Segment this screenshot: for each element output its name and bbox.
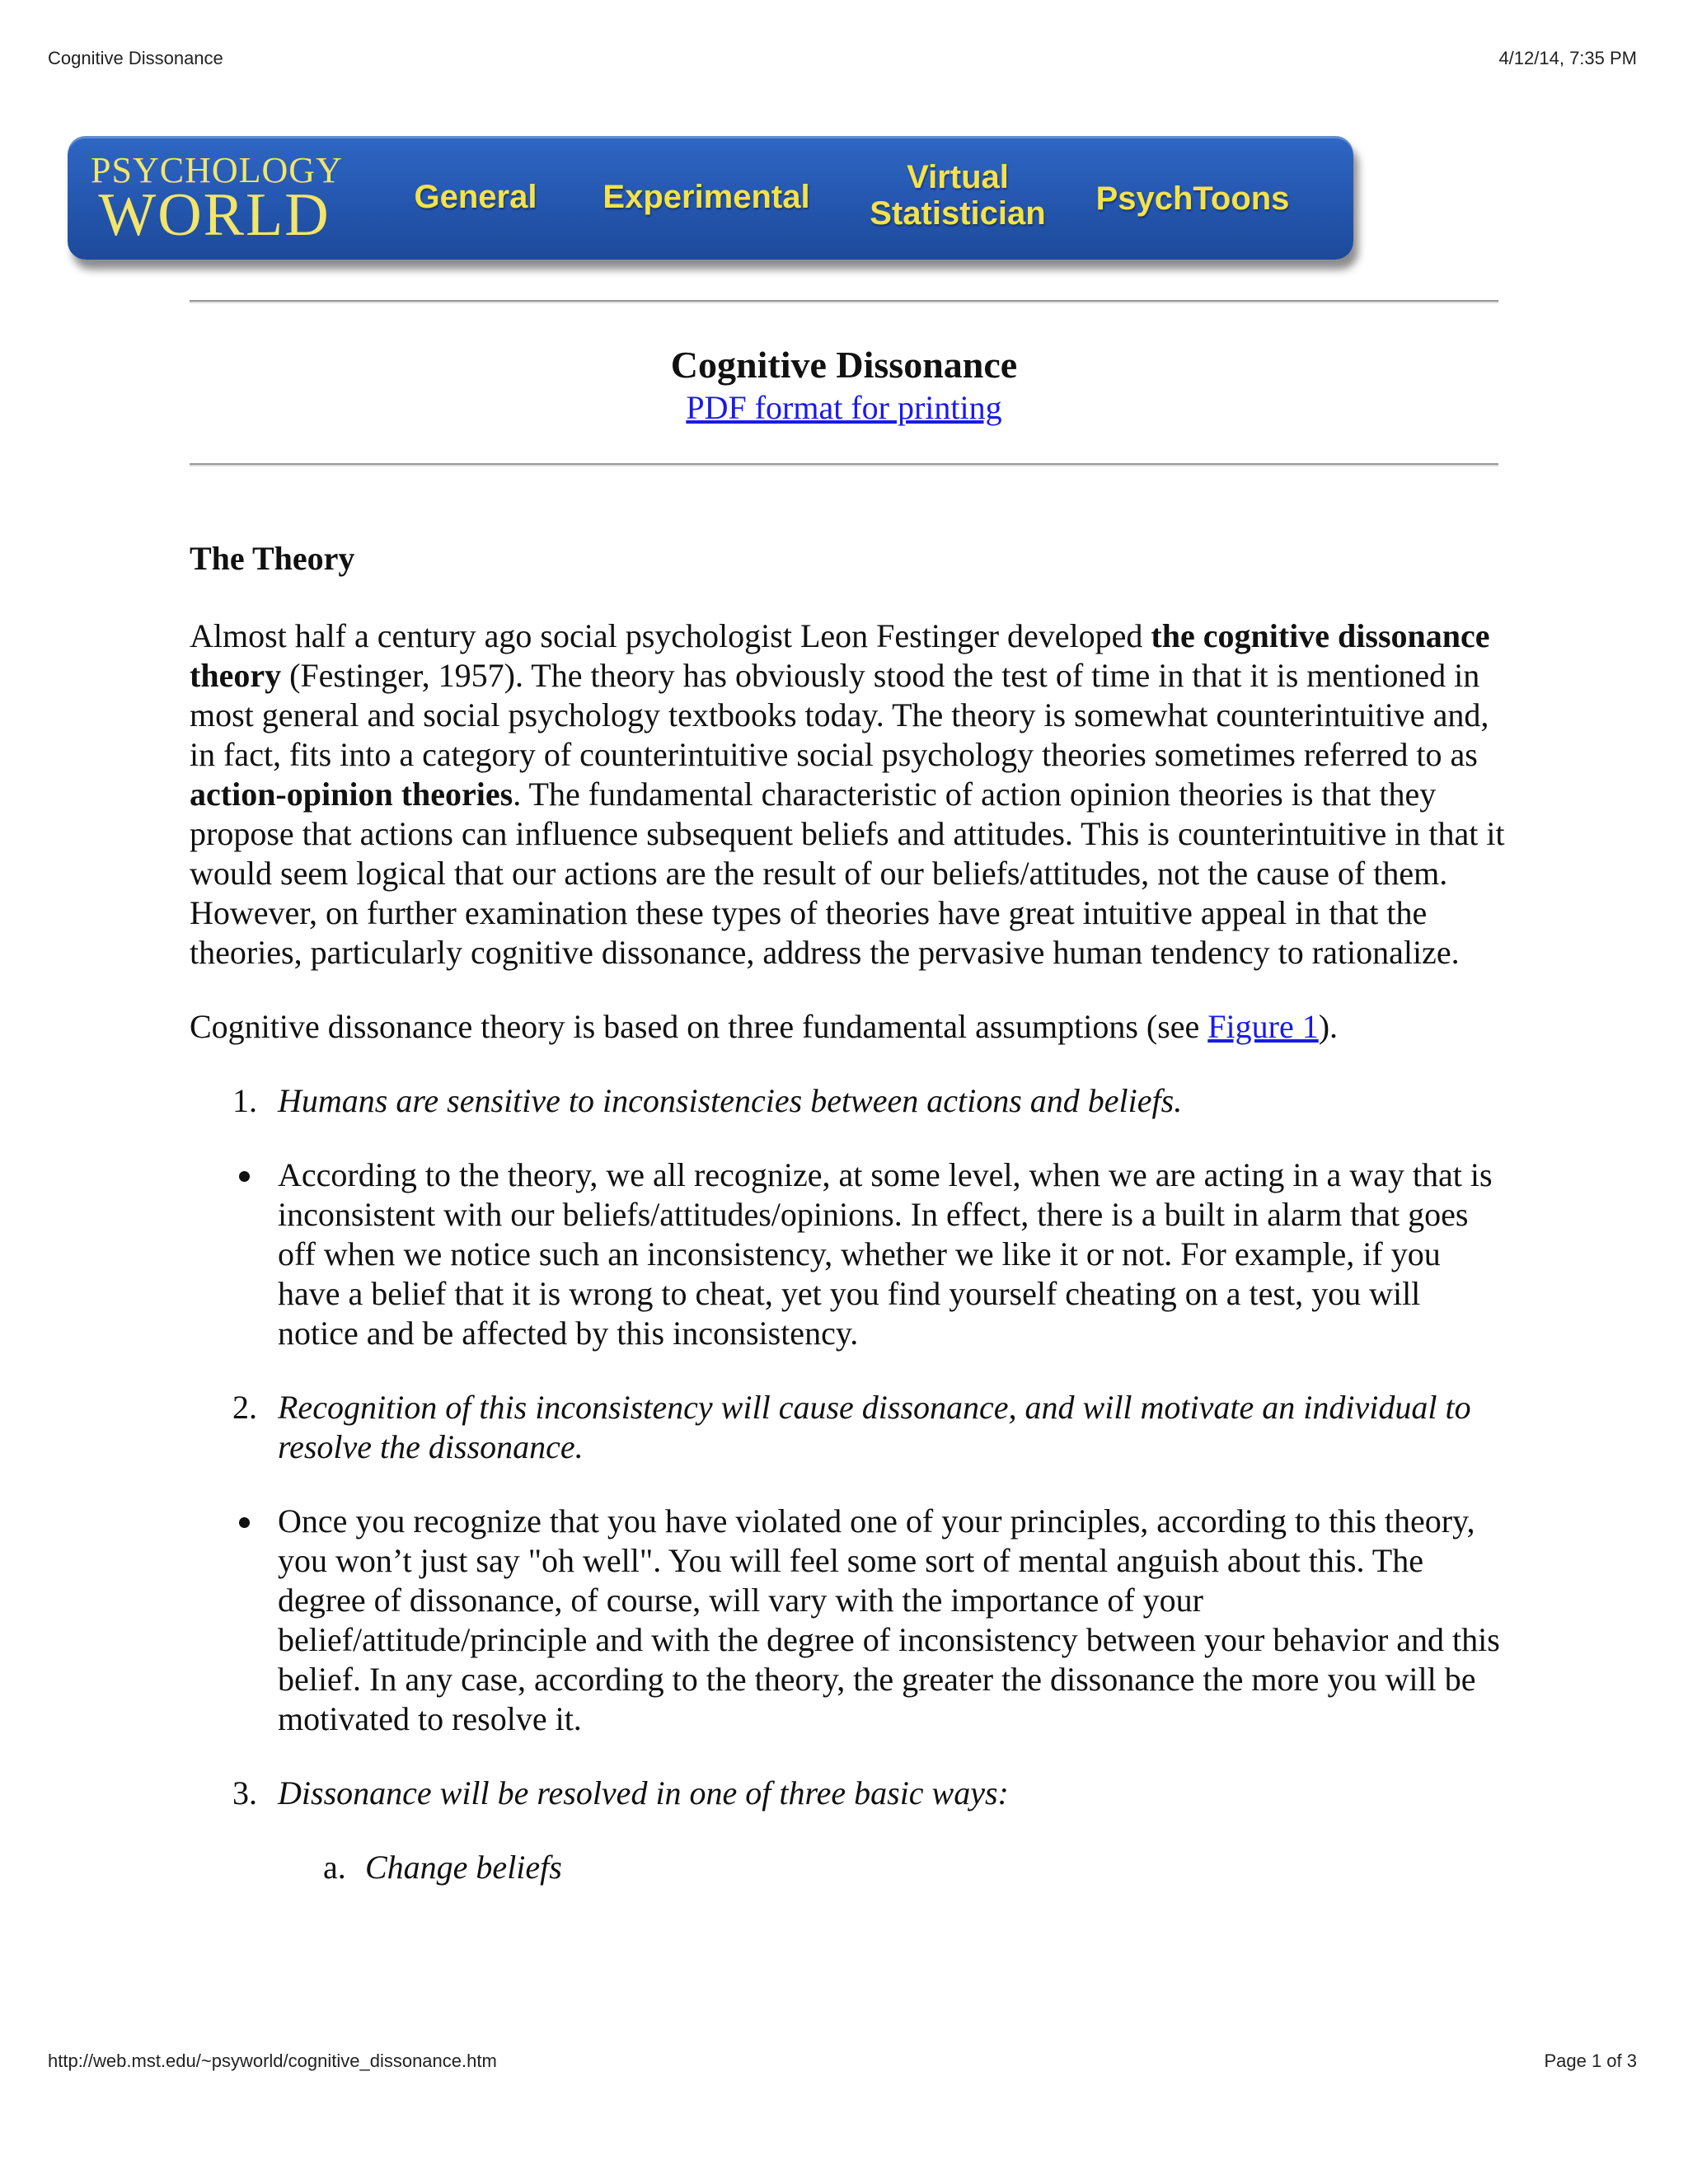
logo-line1: PSYCHOLOGY <box>91 150 343 190</box>
nav-virtual-line2: Statistician <box>870 195 1046 232</box>
intro-paragraph <box>190 616 1508 972</box>
print-header-datetime: 4/12/14, 7:35 PM <box>1498 48 1637 68</box>
assumptions-paragraph <box>190 1007 1508 1047</box>
print-header-title: Cognitive Dissonance <box>48 48 223 68</box>
list-number: 1. <box>232 1082 257 1119</box>
list-item <box>190 1081 1508 1121</box>
nav-virtual-statistician[interactable] <box>838 159 1077 232</box>
para1-text3: . The fundamental characteristic of action opinion theories is that they propose that actions can influence subsequent beliefs and attitudes. This is counterintuitive in that it would seem logical that our actions are the result of our beliefs/attitudes, not the cause of them. However, on further examination these types of theories have great intuitive appeal in that the theories, particularly cognitive dissonance, address the pervasive human tendency to rationalize. <box>190 776 1505 971</box>
para2-text1: Cognitive dissonance theory is based on three fundamental assumptions (see <box>190 1008 1208 1045</box>
para1-text2: (Festinger, 1957). The theory has obviously stood the test of time in that it is mentioned in most general and social psychology textbooks today. The theory is somewhat counterintuitive and, in fact, fits into a category of counterintuitive social psychology theories sometimes referred to as <box>190 657 1489 773</box>
bullet-icon <box>239 1171 250 1182</box>
para1-bold1: the cognitive dissonance theory <box>190 617 1490 694</box>
para1-bold2: action-opinion theories <box>190 776 513 813</box>
psychology-world-logo[interactable] <box>91 150 343 249</box>
nav-psychtoons[interactable]: PsychToons <box>1095 180 1290 217</box>
print-footer-url: http://web.mst.edu/~psyworld/cognitive_dissonance.htm <box>48 2050 497 2071</box>
figure-1-link[interactable]: Figure 1 <box>1207 1008 1319 1045</box>
list-number: 3. <box>232 1774 257 1811</box>
para2-text2: ). <box>1318 1008 1339 1045</box>
list-item-text: Humans are sensitive to inconsistencies between actions and beliefs. <box>278 1082 1183 1119</box>
site-banner <box>68 136 1353 260</box>
nav-virtual-line1: Virtual <box>907 159 1009 195</box>
list-item-text: Once you recognize that you have violated one of your principles, according to this theory, you won’t just say "oh well". You will feel some sort of mental anguish about this. The degree of dissonance, of course, will vary with the importance of your belief/attitude/principle and with the degree of inconsistency between your behavior and this belief. In any case, according to the theory, the greater the dissonance the more you will be motivated to resolve it. <box>278 1502 1500 1737</box>
bullet-icon <box>239 1517 250 1528</box>
list-item <box>190 1774 1508 1813</box>
section-heading: The Theory <box>190 540 355 577</box>
page-title: Cognitive Dissonance <box>670 344 1018 386</box>
sub-list-item <box>190 1848 1508 1887</box>
list-item <box>190 1502 1508 1739</box>
nav-experimental[interactable]: Experimental <box>603 179 810 215</box>
pdf-link[interactable]: PDF format for printing <box>686 389 1002 426</box>
logo-line2: WORLD <box>98 181 331 249</box>
list-item-text: Recognition of this inconsistency will cause dissonance, and will motivate an individual to resolve the dissonance. <box>278 1389 1471 1465</box>
list-item <box>190 1155 1508 1353</box>
list-number: 2. <box>232 1389 257 1426</box>
list-item <box>190 1388 1508 1467</box>
nav-general[interactable]: General <box>414 179 537 215</box>
top-divider <box>190 300 1498 303</box>
list-item-text: Dissonance will be resolved in one of three basic ways: <box>278 1774 1009 1811</box>
article-content <box>190 536 1508 1922</box>
list-item-text: According to the theory, we all recognize, at some level, when we are acting in a way that is inconsistent with our beliefs/attitudes/opinions. In effect, there is a built in alarm that goes off when we notice such an inconsistency, whether we like it or not. For example, if you have a belief that it is wrong to cheat, yet you find yourself cheating on a test, you will notice and be affected by this inconsistency. <box>278 1156 1493 1352</box>
print-footer-page: Page 1 of 3 <box>1544 2050 1637 2071</box>
sub-list-letter: a. <box>323 1849 346 1886</box>
bottom-divider <box>190 463 1498 466</box>
sub-list-item-text: Change beliefs <box>365 1849 562 1886</box>
para1-text1: Almost half a century ago social psychologist Leon Festinger developed <box>190 617 1151 654</box>
